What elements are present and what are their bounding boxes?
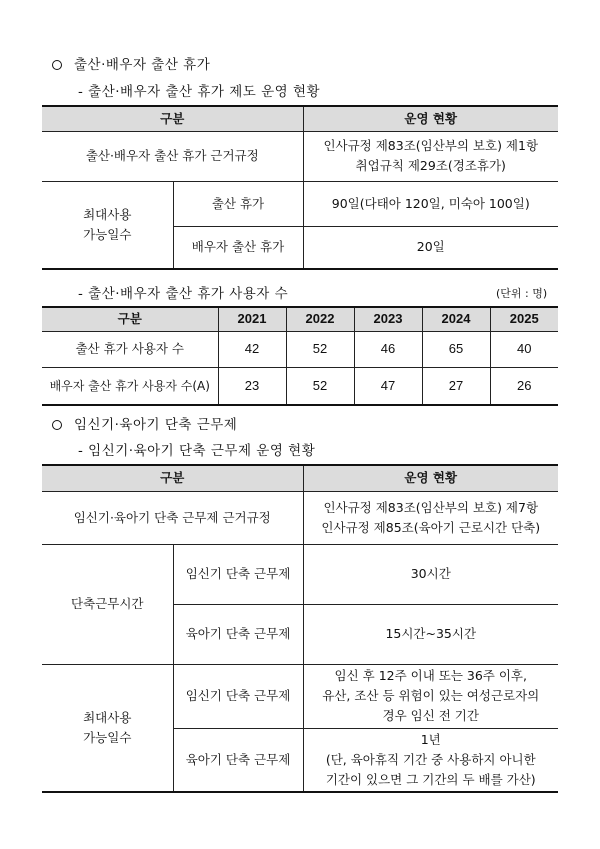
row-basis-label: 임신기·육아기 단축 근무제 근거규정	[42, 491, 303, 544]
basis-line-1: 인사규정 제83조(임산부의 보호) 제1항	[323, 138, 539, 153]
users-col-header-year: 2023	[354, 307, 422, 331]
row-childcare-label: 육아기 단축 근무제	[173, 728, 303, 792]
value-line-3: 경우 임신 전 기간	[382, 708, 479, 723]
section1-heading	[52, 53, 210, 73]
row-maternity-value: 90일(다태아 120일, 미숙아 100일)	[303, 181, 558, 226]
row-maternity-label: 출산 휴가	[173, 181, 303, 226]
row-spouse-value: 20일	[303, 226, 558, 269]
row-pregnancy-value: 30시간	[303, 544, 558, 604]
group-label-line-1: 최대사용	[83, 206, 132, 222]
row-childcare-value: 15시간~35시간	[303, 604, 558, 664]
value-line-1: 1년	[420, 731, 441, 747]
cell-value: 46	[354, 331, 422, 367]
row-childcare-label: 육아기 단축 근무제	[173, 604, 303, 664]
group-label-line-2: 가능일수	[83, 729, 132, 745]
table-row	[42, 367, 558, 405]
cell-value: 52	[286, 331, 354, 367]
cell-value: 27	[422, 367, 490, 405]
section1-subheading2: - 출산·배우자 출산 휴가 사용자 수	[78, 286, 289, 302]
value-line-2: 유산, 조산 등 위험이 있는 여성근로자의	[322, 688, 540, 703]
row-label: 배우자 출산 휴가 사용자 수(A)	[42, 367, 218, 405]
col-header-status: 운영 현황	[303, 106, 558, 131]
row-spouse-label: 배우자 출산 휴가	[173, 226, 303, 269]
col-header-category: 구분	[42, 465, 303, 491]
section1-heading-text: 출산·배우자 출산 휴가	[74, 57, 211, 73]
users-col-header-year: 2024	[422, 307, 490, 331]
value-line-1: 임신 후 12주 이내 또는 36주 이후,	[334, 668, 527, 683]
cell-value: 26	[490, 367, 558, 405]
basis-line-2: 인사규정 제85조(육아기 근로시간 단축)	[321, 519, 541, 535]
value-line-3: 기간이 있으면 그 기간의 두 배를 가산)	[325, 771, 536, 787]
row-pregnancy-days-value	[303, 664, 558, 728]
cell-value: 23	[218, 367, 286, 405]
users-col-header-year: 2025	[490, 307, 558, 331]
users-col-header-year: 2021	[218, 307, 286, 331]
col-header-status: 운영 현황	[303, 465, 558, 491]
row-basis-label: 출산·배우자 출산 휴가 근거규정	[42, 131, 303, 181]
row-basis-value	[303, 131, 558, 181]
row-childcare-days-value	[303, 728, 558, 792]
circle-bullet-icon	[52, 420, 62, 430]
cell-value: 65	[422, 331, 490, 367]
basis-line-2: 취업규칙 제29조(경조휴가)	[355, 158, 506, 173]
users-col-header-category: 구분	[42, 307, 218, 331]
cell-value: 47	[354, 367, 422, 405]
col-header-category: 구분	[42, 106, 303, 131]
basis-line-1: 인사규정 제83조(임산부의 보호) 제7항	[323, 499, 539, 515]
users-col-header-year: 2022	[286, 307, 354, 331]
row-label: 출산 휴가 사용자 수	[42, 331, 218, 367]
group-shortened-hours-label: 단축근무시간	[42, 544, 173, 664]
group-label-line-2: 가능일수	[83, 226, 132, 242]
circle-bullet-icon	[52, 60, 62, 70]
value-line-2: (단, 육아휴직 기간 중 사용하지 아니한	[325, 751, 536, 767]
row-pregnancy-label: 임신기 단축 근무제	[173, 544, 303, 604]
row-pregnancy-label: 임신기 단축 근무제	[173, 664, 303, 728]
cell-value: 52	[286, 367, 354, 405]
group-label-line-1: 최대사용	[83, 709, 132, 725]
unit-label: (단위 : 명)	[496, 287, 548, 300]
section2-heading	[52, 413, 237, 433]
leave-users-table	[42, 306, 558, 406]
section1-subheading1: - 출산·배우자 출산 휴가 제도 운영 현황	[78, 84, 321, 100]
section2-subheading1: - 임신기·육아기 단축 근무제 운영 현황	[78, 443, 316, 459]
section2-heading-text: 임신기·육아기 단축 근무제	[74, 417, 238, 433]
group-max-days-label	[42, 181, 173, 269]
cell-value: 40	[490, 331, 558, 367]
leave-system-table	[42, 105, 558, 270]
group-max-days-label	[42, 664, 173, 792]
cell-value: 42	[218, 331, 286, 367]
shortened-work-table	[42, 464, 558, 793]
row-basis-value	[303, 491, 558, 544]
table-row	[42, 331, 558, 367]
